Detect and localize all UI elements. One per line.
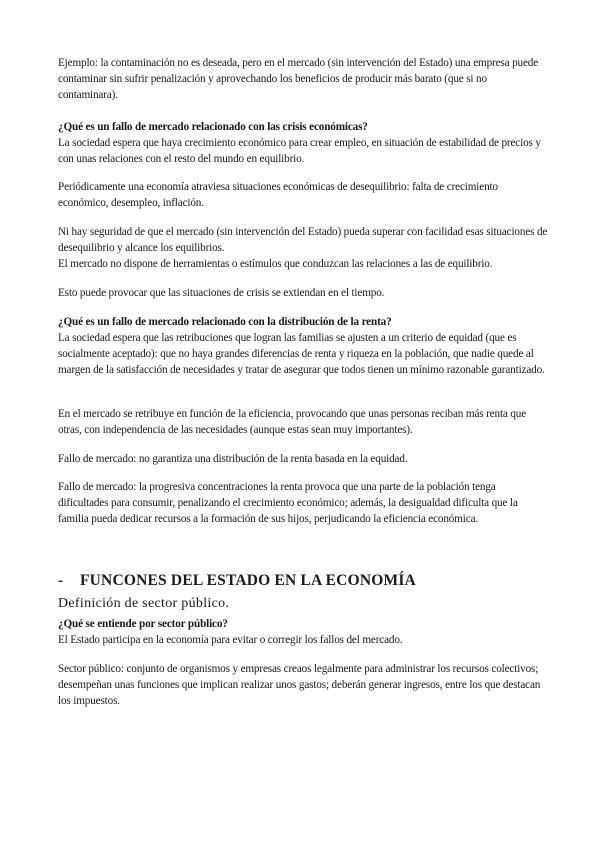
- paragraph-no-guarantee: Ni hay seguridad de que el mercado (sin intervención del Estado) pueda superar con facilidad esas situaciones de desequilibrio y alcance los equilibrios.: [58, 226, 548, 254]
- paragraph-society-growth: La sociedad espera que haya crecimiento económico para crear empleo, en situación de estabilidad de precios y con unas relaciones con el resto del mundo en equilibrio.: [58, 137, 541, 165]
- subheading-public-sector-definition: Definición de sector público.: [58, 596, 230, 611]
- paragraph-efficiency-retribution: En el mercado se retribuye en función de la eficiencia, provocando que unas personas reciban más renta que otras, con independencia de las necesidades (aunque estas sean muy importantes).: [58, 408, 527, 436]
- question-income-distribution: ¿Qué es un fallo de mercado relacionado con la distribución de la renta?: [58, 316, 392, 328]
- question-public-sector: ¿Qué se entiende por sector público?: [58, 618, 228, 630]
- paragraph-periodic-imbalance: Periódicamente una economía atraviesa situaciones económicas de desequilibrio: falta de crecimiento económico, desempleo, inflación.: [58, 181, 498, 209]
- section-heading-state-functions: [58, 571, 416, 591]
- paragraph-example-contamination: Ejemplo: la contaminación no es deseada, pero en el mercado (sin intervención del Estado) una empresa puede contaminar sin sufrir penalización y aprovechando los beneficios de producir más barato (que si no contaminara).: [58, 57, 539, 101]
- paragraph-public-sector-definition: Sector público: conjunto de organismos y empresas creaos legalmente para administrar los recursos colectivos; desempeñan unas funciones que implican realizar unos gastos; deberán generar ingresos, entre los que destacan los impuestos.: [58, 663, 541, 707]
- question-crisis-failure: ¿Qué es un fallo de mercado relacionado con las crisis económicas?: [58, 121, 368, 133]
- heading-dash: -: [58, 572, 64, 589]
- paragraph-equity-criterion: La sociedad espera que las retribuciones que logran las familias se ajusten a un criterio de equidad (que es socialmente aceptado): que no haya grandes diferencias de renta y riqueza en la población, que nadie quede al margen de la satisfacción de necesidades y tratar de asegurar que todos tienen un mínimo razonable garantizado.: [58, 332, 545, 376]
- section-heading-text: FUNCONES DEL ESTADO EN LA ECONOMÍA: [80, 572, 416, 589]
- paragraph-no-tools: El mercado no dispone de herramientas o estímulos que conduzcan las relaciones a las de equilibrio.: [58, 258, 493, 270]
- paragraph-crisis-extend: Esto puede provocar que las situaciones de crisis se extiendan en el tiempo.: [58, 287, 385, 299]
- paragraph-state-participation: El Estado participa en la economía para evitar o corregir los fallos del mercado.: [58, 634, 403, 646]
- paragraph-failure-concentration: Fallo de mercado: la progresiva concentraciones la renta provoca que una parte de la población tenga dificultades para consumir, penalizando el crecimiento económico; además, la desigualdad dificulta que la familia pueda dedicar recursos a la formación de sus hijos, perjudicando la eficiencia económica.: [58, 481, 518, 525]
- paragraph-failure-equity: Fallo de mercado: no garantiza una distribución de la renta basada en la equidad.: [58, 453, 408, 465]
